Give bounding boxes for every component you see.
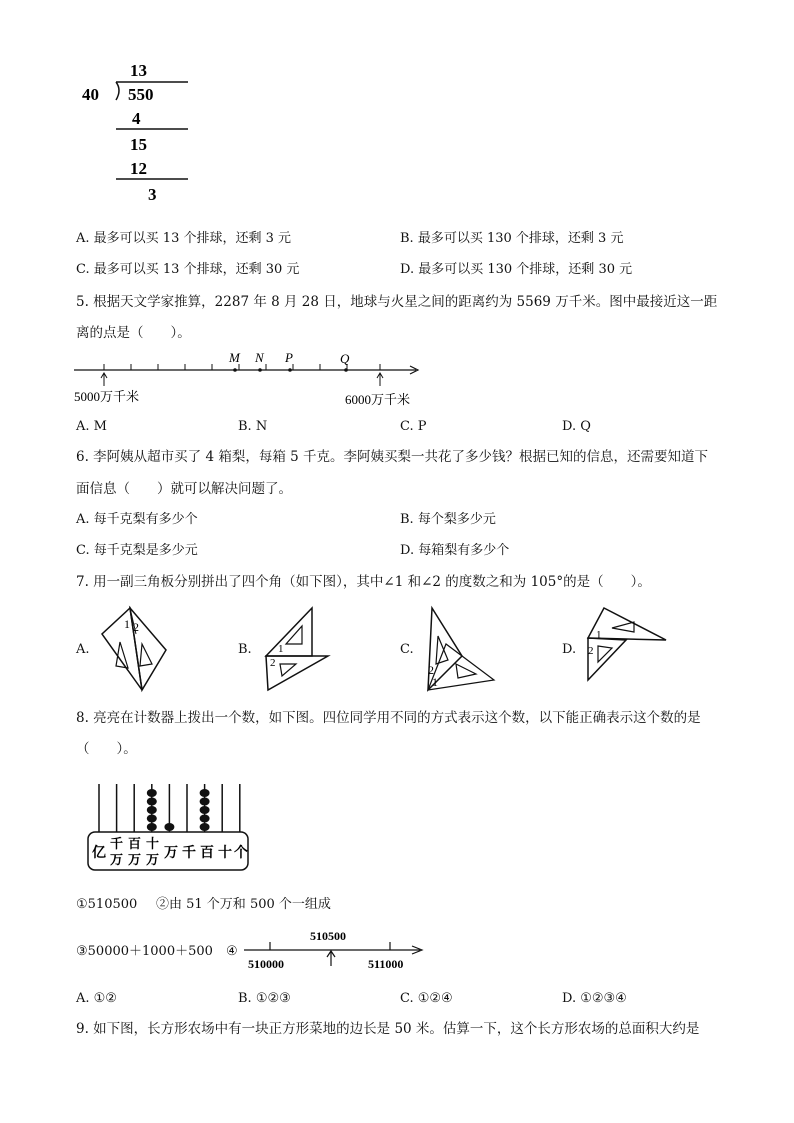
q8-option-c[interactable]: C. ①②④ (400, 991, 453, 1006)
label-q: Q (340, 351, 350, 366)
a-angle-1: 1 (124, 617, 130, 631)
abacus-label-wan2: 万 (128, 852, 142, 867)
q5-stem-line1: 5. 根据天文学家推算，2287 年 8 月 28 日，地球与火星之间的距离约为 5569 万千米。图中最接近这一距 (76, 294, 718, 310)
b-angle-1: 1 (278, 643, 284, 655)
point-m (233, 368, 237, 372)
abacus-label-ge: 个 (234, 846, 248, 861)
abacus-bead (147, 798, 157, 806)
abacus-bead (164, 823, 174, 831)
d-angle-1: 1 (596, 629, 602, 641)
q7-option-d-key[interactable]: D. (562, 642, 577, 657)
abacus-bead (200, 789, 210, 797)
point-q (344, 368, 348, 372)
abacus-bead (200, 815, 210, 823)
step-3: 12 (130, 159, 147, 178)
nl-label-510500: 510500 (310, 929, 346, 943)
q7-figure-b (260, 604, 340, 694)
b-angle-2: 2 (270, 657, 276, 669)
q8-item-1: ①510500 (76, 897, 138, 912)
q7-figure-c (418, 604, 502, 694)
abacus-bead (200, 806, 210, 814)
d-angle-2: 2 (588, 645, 594, 657)
q4-option-a[interactable]: A. 最多可以买 13 个排球，还剩 3 元 (76, 231, 292, 246)
a-angle-2: 2 (133, 620, 139, 634)
abacus-label-bai2: 百 (200, 846, 214, 861)
step-2: 15 (130, 135, 147, 154)
point-n (258, 368, 262, 372)
q4-option-d[interactable]: D. 最多可以买 130 个排球，还剩 30 元 (400, 262, 633, 277)
q7-option-b-key[interactable]: B. (238, 642, 252, 657)
q6-option-d[interactable]: D. 每箱梨有多少个 (400, 543, 510, 558)
nl-label-511000: 511000 (368, 957, 404, 971)
q5-number-line (70, 346, 440, 410)
q5-option-c[interactable]: C. P (400, 419, 427, 434)
q9-stem-line1: 9. 如下图，长方形农场中有一块正方形菜地的边长是 50 米。估算一下，这个长方形农场的总面积大约是 (76, 1021, 700, 1037)
q6-stem-line2: 面信息（ ）就可以解决问题了。 (76, 481, 292, 497)
q8-item-2: ②由 51 个万和 500 个一组成 (156, 897, 331, 912)
q6-stem-line1: 6. 李阿姨从超市买了 4 箱梨，每箱 5 千克。李阿姨买梨一共花了多少钱？根据已知的信息，还需要知道下 (76, 449, 709, 465)
q8-option-b[interactable]: B. ①②③ (238, 991, 291, 1006)
q8-number-line (240, 926, 430, 974)
abacus-bead (147, 789, 157, 797)
q5-option-b[interactable]: B. N (238, 419, 268, 434)
divisor: 40 (82, 85, 99, 104)
label-6000: 6000万千米 (345, 392, 411, 407)
label-n: N (255, 350, 264, 365)
abacus-figure (84, 780, 254, 876)
quotient: 13 (130, 61, 147, 80)
step-1: 4 (132, 109, 141, 128)
q5-option-d[interactable]: D. Q (562, 419, 591, 434)
q7-option-c-key[interactable]: C. (400, 642, 414, 657)
long-division-figure (78, 58, 198, 208)
abacus-bead (200, 798, 210, 806)
q7-figure-d (582, 604, 672, 694)
q8-stem-line1: 8. 亮亮在计数器上拨出一个数，如下图。四位同学用不同的方式表示这个数，以下能正确表示这个数的是 (76, 710, 701, 726)
step-4: 3 (148, 185, 157, 204)
abacus-label-wan1: 万 (110, 852, 124, 867)
q7-figure-a (94, 604, 174, 694)
dividend: 550 (128, 85, 154, 104)
abacus-bead (147, 815, 157, 823)
q4-option-c[interactable]: C. 最多可以买 13 个排球，还剩 30 元 (76, 262, 300, 277)
abacus-label-bai: 百 (128, 836, 142, 851)
label-m: M (229, 350, 240, 365)
q8-option-a[interactable]: A. ①② (76, 991, 117, 1006)
abacus-label-wan: 万 (164, 846, 178, 861)
abacus-label-wan3: 万 (146, 852, 160, 867)
abacus-bead (200, 823, 210, 831)
q5-option-a[interactable]: A. M (76, 419, 107, 434)
abacus-label-qian2: 千 (182, 846, 196, 861)
q8-stem-line2: （ ）。 (76, 741, 137, 757)
q8-option-d[interactable]: D. ①②③④ (562, 991, 627, 1006)
q7-stem-line1: 7. 用一副三角板分别拼出了四个角（如下图），其中∠1 和∠2 的度数之和为 105°的是（ ）。 (76, 574, 651, 590)
abacus-bead (147, 806, 157, 814)
q6-option-a[interactable]: A. 每千克梨有多少个 (76, 512, 198, 527)
nl-label-510000: 510000 (248, 957, 284, 971)
abacus-bead (147, 823, 157, 831)
q8-item-4-mark: ④ (226, 944, 238, 959)
c-angle-1: 1 (432, 675, 438, 689)
q6-option-b[interactable]: B. 每个梨多少元 (400, 512, 496, 527)
label-p: P (285, 350, 293, 365)
label-5000: 5000万千米 (74, 389, 140, 404)
abacus-label-yi: 亿 (92, 846, 106, 861)
q7-option-a-key[interactable]: A. (76, 642, 90, 657)
q5-stem-line2: 离的点是（ ）。 (76, 325, 191, 341)
point-p (288, 368, 292, 372)
abacus-label-shi: 十 (146, 836, 160, 851)
q4-option-b[interactable]: B. 最多可以买 130 个排球，还剩 3 元 (400, 231, 624, 246)
abacus-label-shi2: 十 (218, 846, 232, 861)
abacus-label-qian: 千 (110, 836, 124, 851)
c-angle-2: 2 (428, 663, 434, 677)
q8-item-3: ③50000＋1000＋500 (76, 944, 213, 959)
q6-option-c[interactable]: C. 每千克梨是多少元 (76, 543, 198, 558)
